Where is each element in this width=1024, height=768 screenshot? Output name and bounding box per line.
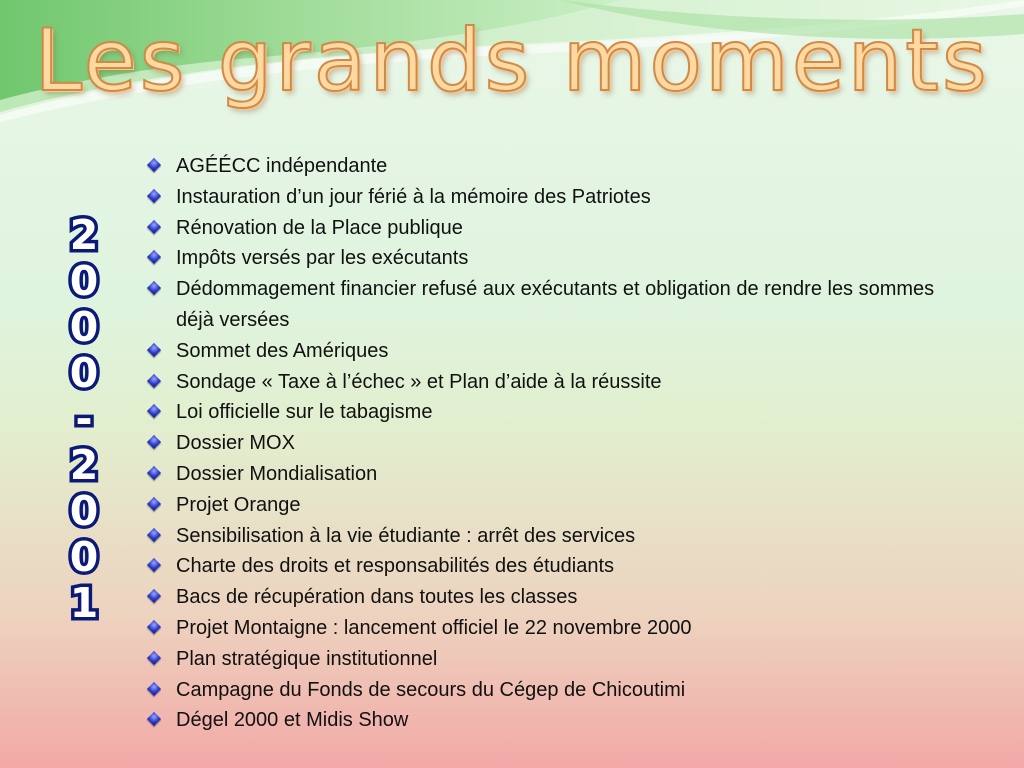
diamond-bullet-icon xyxy=(147,712,161,726)
diamond-bullet-icon xyxy=(147,558,161,572)
year-char: - xyxy=(75,395,93,443)
list-item xyxy=(146,551,966,582)
list-item-text: Projet Orange xyxy=(176,493,301,516)
diamond-bullet-icon xyxy=(147,620,161,634)
list-item-text: Impôts versés par les exécutants xyxy=(176,247,469,270)
list-item xyxy=(146,274,966,336)
diamond-bullet-icon xyxy=(147,466,161,480)
list-item-text: Dossier MOX xyxy=(176,432,295,455)
year-char: 2 xyxy=(69,211,99,259)
list-item xyxy=(146,182,966,213)
list-item xyxy=(146,675,966,706)
list-item xyxy=(146,428,966,459)
diamond-bullet-icon xyxy=(147,189,161,203)
diamond-bullet-icon xyxy=(147,250,161,264)
list-item xyxy=(146,705,966,736)
list-item xyxy=(146,151,966,182)
list-item-text: Rénovation de la Place publique xyxy=(176,216,463,239)
year-range-vertical xyxy=(60,212,108,626)
year-char: 2 xyxy=(69,441,99,489)
list-item xyxy=(146,613,966,644)
year-char: 0 xyxy=(69,533,99,581)
year-char: 0 xyxy=(69,257,99,305)
list-item xyxy=(146,521,966,552)
diamond-bullet-icon xyxy=(147,374,161,388)
list-item-text: Plan stratégique institutionnel xyxy=(176,647,438,670)
list-item xyxy=(146,490,966,521)
list-item-text: Loi officielle sur le tabagisme xyxy=(176,401,433,424)
list-item-text: Sensibilisation à la vie étudiante : arrêt des services xyxy=(176,524,636,547)
list-item-text: Sommet des Amériques xyxy=(176,339,389,362)
list-item-text: Dégel 2000 et Midis Show xyxy=(176,709,409,732)
list-item xyxy=(146,336,966,367)
list-item-text: Dossier Mondialisation xyxy=(176,462,378,485)
diamond-bullet-icon xyxy=(147,281,161,295)
year-char: 0 xyxy=(69,303,99,351)
list-item-text: Bacs de récupération dans toutes les classes xyxy=(176,586,578,609)
year-char: 1 xyxy=(69,579,99,627)
diamond-bullet-icon xyxy=(147,681,161,695)
diamond-bullet-icon xyxy=(147,497,161,511)
list-item xyxy=(146,243,966,274)
list-item-text: Charte des droits et responsabilités des étudiants xyxy=(176,555,615,578)
list-item xyxy=(146,459,966,490)
year-char: 0 xyxy=(69,487,99,535)
diamond-bullet-icon xyxy=(147,651,161,665)
diamond-bullet-icon xyxy=(147,404,161,418)
list-item-text: Dédommagement financier refusé aux exécutants et obligation de rendre les sommes déjà versées xyxy=(176,278,935,331)
list-item xyxy=(146,367,966,398)
slide-title: Les grands moments xyxy=(34,11,990,111)
year-char: 0 xyxy=(69,349,99,397)
list-item xyxy=(146,213,966,244)
list-item-text: AGÉÉCC indépendante xyxy=(176,155,388,177)
list-item xyxy=(146,644,966,675)
list-item xyxy=(146,582,966,613)
moments-list xyxy=(146,151,966,736)
list-item xyxy=(146,397,966,428)
diamond-bullet-icon xyxy=(147,158,161,172)
diamond-bullet-icon xyxy=(147,435,161,449)
list-item-text: Campagne du Fonds de secours du Cégep de Chicoutimi xyxy=(176,678,686,701)
diamond-bullet-icon xyxy=(147,527,161,541)
list-item-text: Sondage « Taxe à l’échec » et Plan d’aide à la réussite xyxy=(176,370,662,393)
diamond-bullet-icon xyxy=(147,220,161,234)
diamond-bullet-icon xyxy=(147,343,161,357)
list-item-text: Instauration d’un jour férié à la mémoire des Patriotes xyxy=(176,185,651,208)
list-item-text: Projet Montaigne : lancement officiel le 22 novembre 2000 xyxy=(176,616,692,639)
diamond-bullet-icon xyxy=(147,589,161,603)
